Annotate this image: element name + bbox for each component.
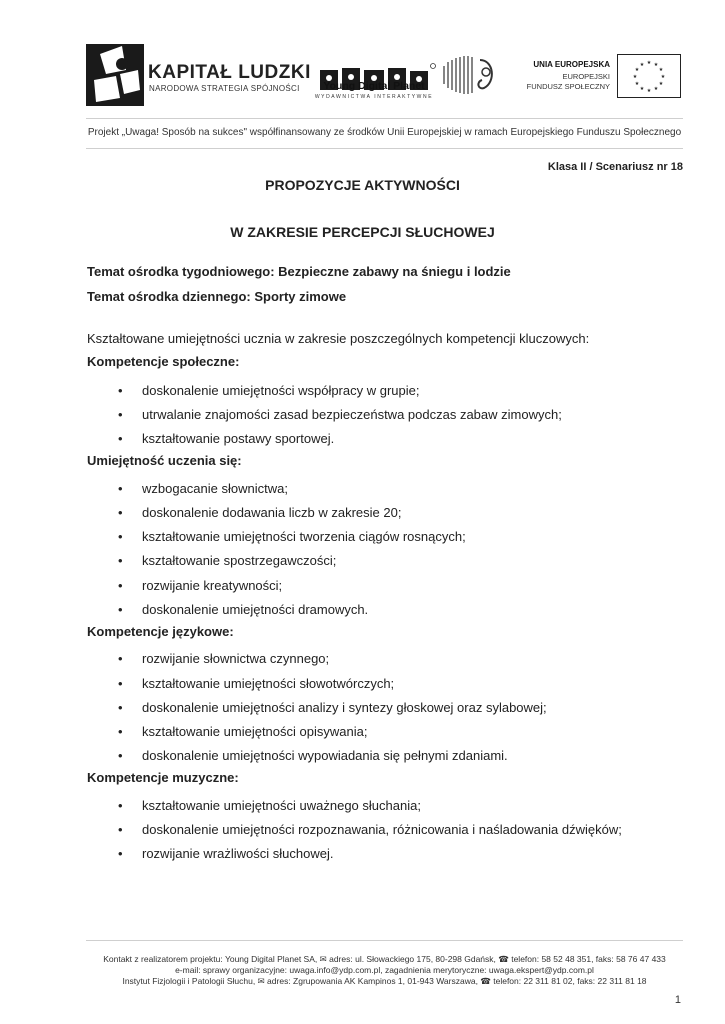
svg-text:★: ★ xyxy=(639,86,645,92)
svg-text:★: ★ xyxy=(646,60,652,66)
svg-text:★: ★ xyxy=(634,81,640,87)
svg-text:★: ★ xyxy=(639,62,645,68)
section-heading: Kompetencje muzyczne: xyxy=(87,770,239,785)
svg-text:★: ★ xyxy=(653,62,659,68)
svg-text:★: ★ xyxy=(634,67,640,73)
bullet-marker: • xyxy=(118,651,123,666)
section-heading: Kompetencje językowe: xyxy=(87,624,234,639)
list-item: doskonalenie umiejętności dramowych. xyxy=(142,602,369,617)
page-number: 1 xyxy=(674,994,681,1006)
list-item: utrwalanie znajomości zasad bezpieczeństwa podczas zabaw zimowych; xyxy=(142,407,562,422)
list-item: doskonalenie umiejętności analizy i syntezy głoskowej oraz sylabowej; xyxy=(142,700,547,715)
footer-divider xyxy=(86,940,683,941)
list-item: rozwijanie wrażliwości słuchowej. xyxy=(142,846,334,861)
list-item: wzbogacanie słownictwa; xyxy=(142,481,288,496)
list-item: kształtowanie postawy sportowej. xyxy=(142,431,335,446)
class-scenario-label: Klasa II / Scenariusz nr 18 xyxy=(547,161,683,173)
list-item: kształtowanie umiejętności słowotwórczych; xyxy=(142,676,395,691)
svg-text:★: ★ xyxy=(658,81,664,87)
list-item: doskonalenie umiejętności rozpoznawania, różnicowania i naśladowania dźwięków; xyxy=(142,822,622,837)
header-divider-2 xyxy=(86,148,683,149)
bullet-marker: • xyxy=(118,553,123,568)
bullet-marker: • xyxy=(118,481,123,496)
list-item: rozwijanie kreatywności; xyxy=(142,578,283,593)
section-heading: Umiejętność uczenia się: xyxy=(87,453,242,468)
bullet-marker: • xyxy=(118,578,123,593)
list-item: doskonalenie dodawania liczb w zakresie 20; xyxy=(142,505,402,520)
daily-topic: Temat ośrodka dziennego: Sporty zimowe xyxy=(87,289,347,304)
document-subtitle: W ZAKRESIE PERCEPCJI SŁUCHOWEJ xyxy=(230,224,495,240)
list-item: rozwijanie słownictwa czynnego; xyxy=(142,651,330,666)
footer-contact-line: Kontakt z realizatorem projektu: Young Digital Planet SA, ✉ adres: ul. Słowackiego 175, 80-298 Gdańsk, ☎ telefon: 58 52 48 351, faks: 58 76 47 433 xyxy=(103,954,666,964)
eu-flag-icon xyxy=(617,54,681,98)
footer-institute-line: Instytut Fizjologii i Patologii Słuchu, ✉ adres: Zgrupowania AK Kampinos 1, 01-943 Warszawa, ☎ telefon: 22 311 81 02, faks: 22 311 81 18 xyxy=(122,976,647,986)
footer-email-line: e-mail: sprawy organizacyjne: uwaga.info@ydp.com.pl, zagadnienia merytoryczne: uwaga.ekspert@ydp.com.pl xyxy=(175,965,594,975)
kapital-ludzki-subtitle: NARODOWA STRATEGIA SPÓJNOŚCI xyxy=(149,84,300,93)
weekly-topic: Temat ośrodka tygodniowego: Bezpieczne zabawy na śniegu i lodzie xyxy=(87,264,511,279)
svg-text:★: ★ xyxy=(632,74,638,80)
list-item: kształtowanie umiejętności uważnego słuchania; xyxy=(142,798,421,813)
bullet-marker: • xyxy=(118,676,123,691)
bullet-marker: • xyxy=(118,383,123,398)
section-heading: Kompetencje społeczne: xyxy=(87,354,240,369)
bullet-marker: • xyxy=(118,602,123,617)
ydp-subtitle: WYDAWNICTWA INTERAKTYWNE xyxy=(314,94,434,100)
ear-wave-logo xyxy=(440,52,498,98)
eu-title: UNIA EUROPEJSKA xyxy=(533,60,610,69)
bullet-marker: • xyxy=(118,529,123,544)
ydp-name: Young Digital Planet xyxy=(323,80,425,92)
bullet-marker: • xyxy=(118,505,123,520)
bullet-marker: • xyxy=(118,822,123,837)
eu-fund-line2: FUNDUSZ SPOŁECZNY xyxy=(526,82,610,91)
list-item: doskonalenie umiejętności współpracy w grupie; xyxy=(142,383,420,398)
bullet-marker: • xyxy=(118,798,123,813)
eu-fund-line1: EUROPEJSKI xyxy=(562,72,610,81)
intro-paragraph: Kształtowane umiejętności ucznia w zakresie poszczególnych kompetencji kluczowych: xyxy=(87,331,590,346)
list-item: kształtowanie umiejętności tworzenia ciągów rosnących; xyxy=(142,529,466,544)
bullet-marker: • xyxy=(118,724,123,739)
bullet-marker: • xyxy=(118,846,123,861)
list-item: kształtowanie spostrzegawczości; xyxy=(142,553,337,568)
list-item: kształtowanie umiejętności opisywania; xyxy=(142,724,368,739)
project-funding-line: Projekt „Uwaga! Sposób na sukces" współfinansowany ze środków Unii Europejskiej w ramach Europejskiego Funduszu Społecznego xyxy=(87,127,682,138)
bullet-marker: • xyxy=(118,407,123,422)
kapital-ludzki-title: KAPITAŁ LUDZKI xyxy=(148,62,311,83)
document-title: PROPOZYCJE AKTYWNOŚCI xyxy=(265,177,460,193)
list-item: doskonalenie umiejętności wypowiadania się pełnymi zdaniami. xyxy=(142,748,508,763)
svg-text:★: ★ xyxy=(653,86,659,92)
bullet-marker: • xyxy=(118,700,123,715)
header-divider xyxy=(86,118,683,119)
bullet-marker: • xyxy=(118,748,123,763)
svg-text:★: ★ xyxy=(660,74,666,80)
bullet-marker: • xyxy=(118,431,123,446)
svg-text:★: ★ xyxy=(646,88,652,94)
svg-text:★: ★ xyxy=(658,67,664,73)
